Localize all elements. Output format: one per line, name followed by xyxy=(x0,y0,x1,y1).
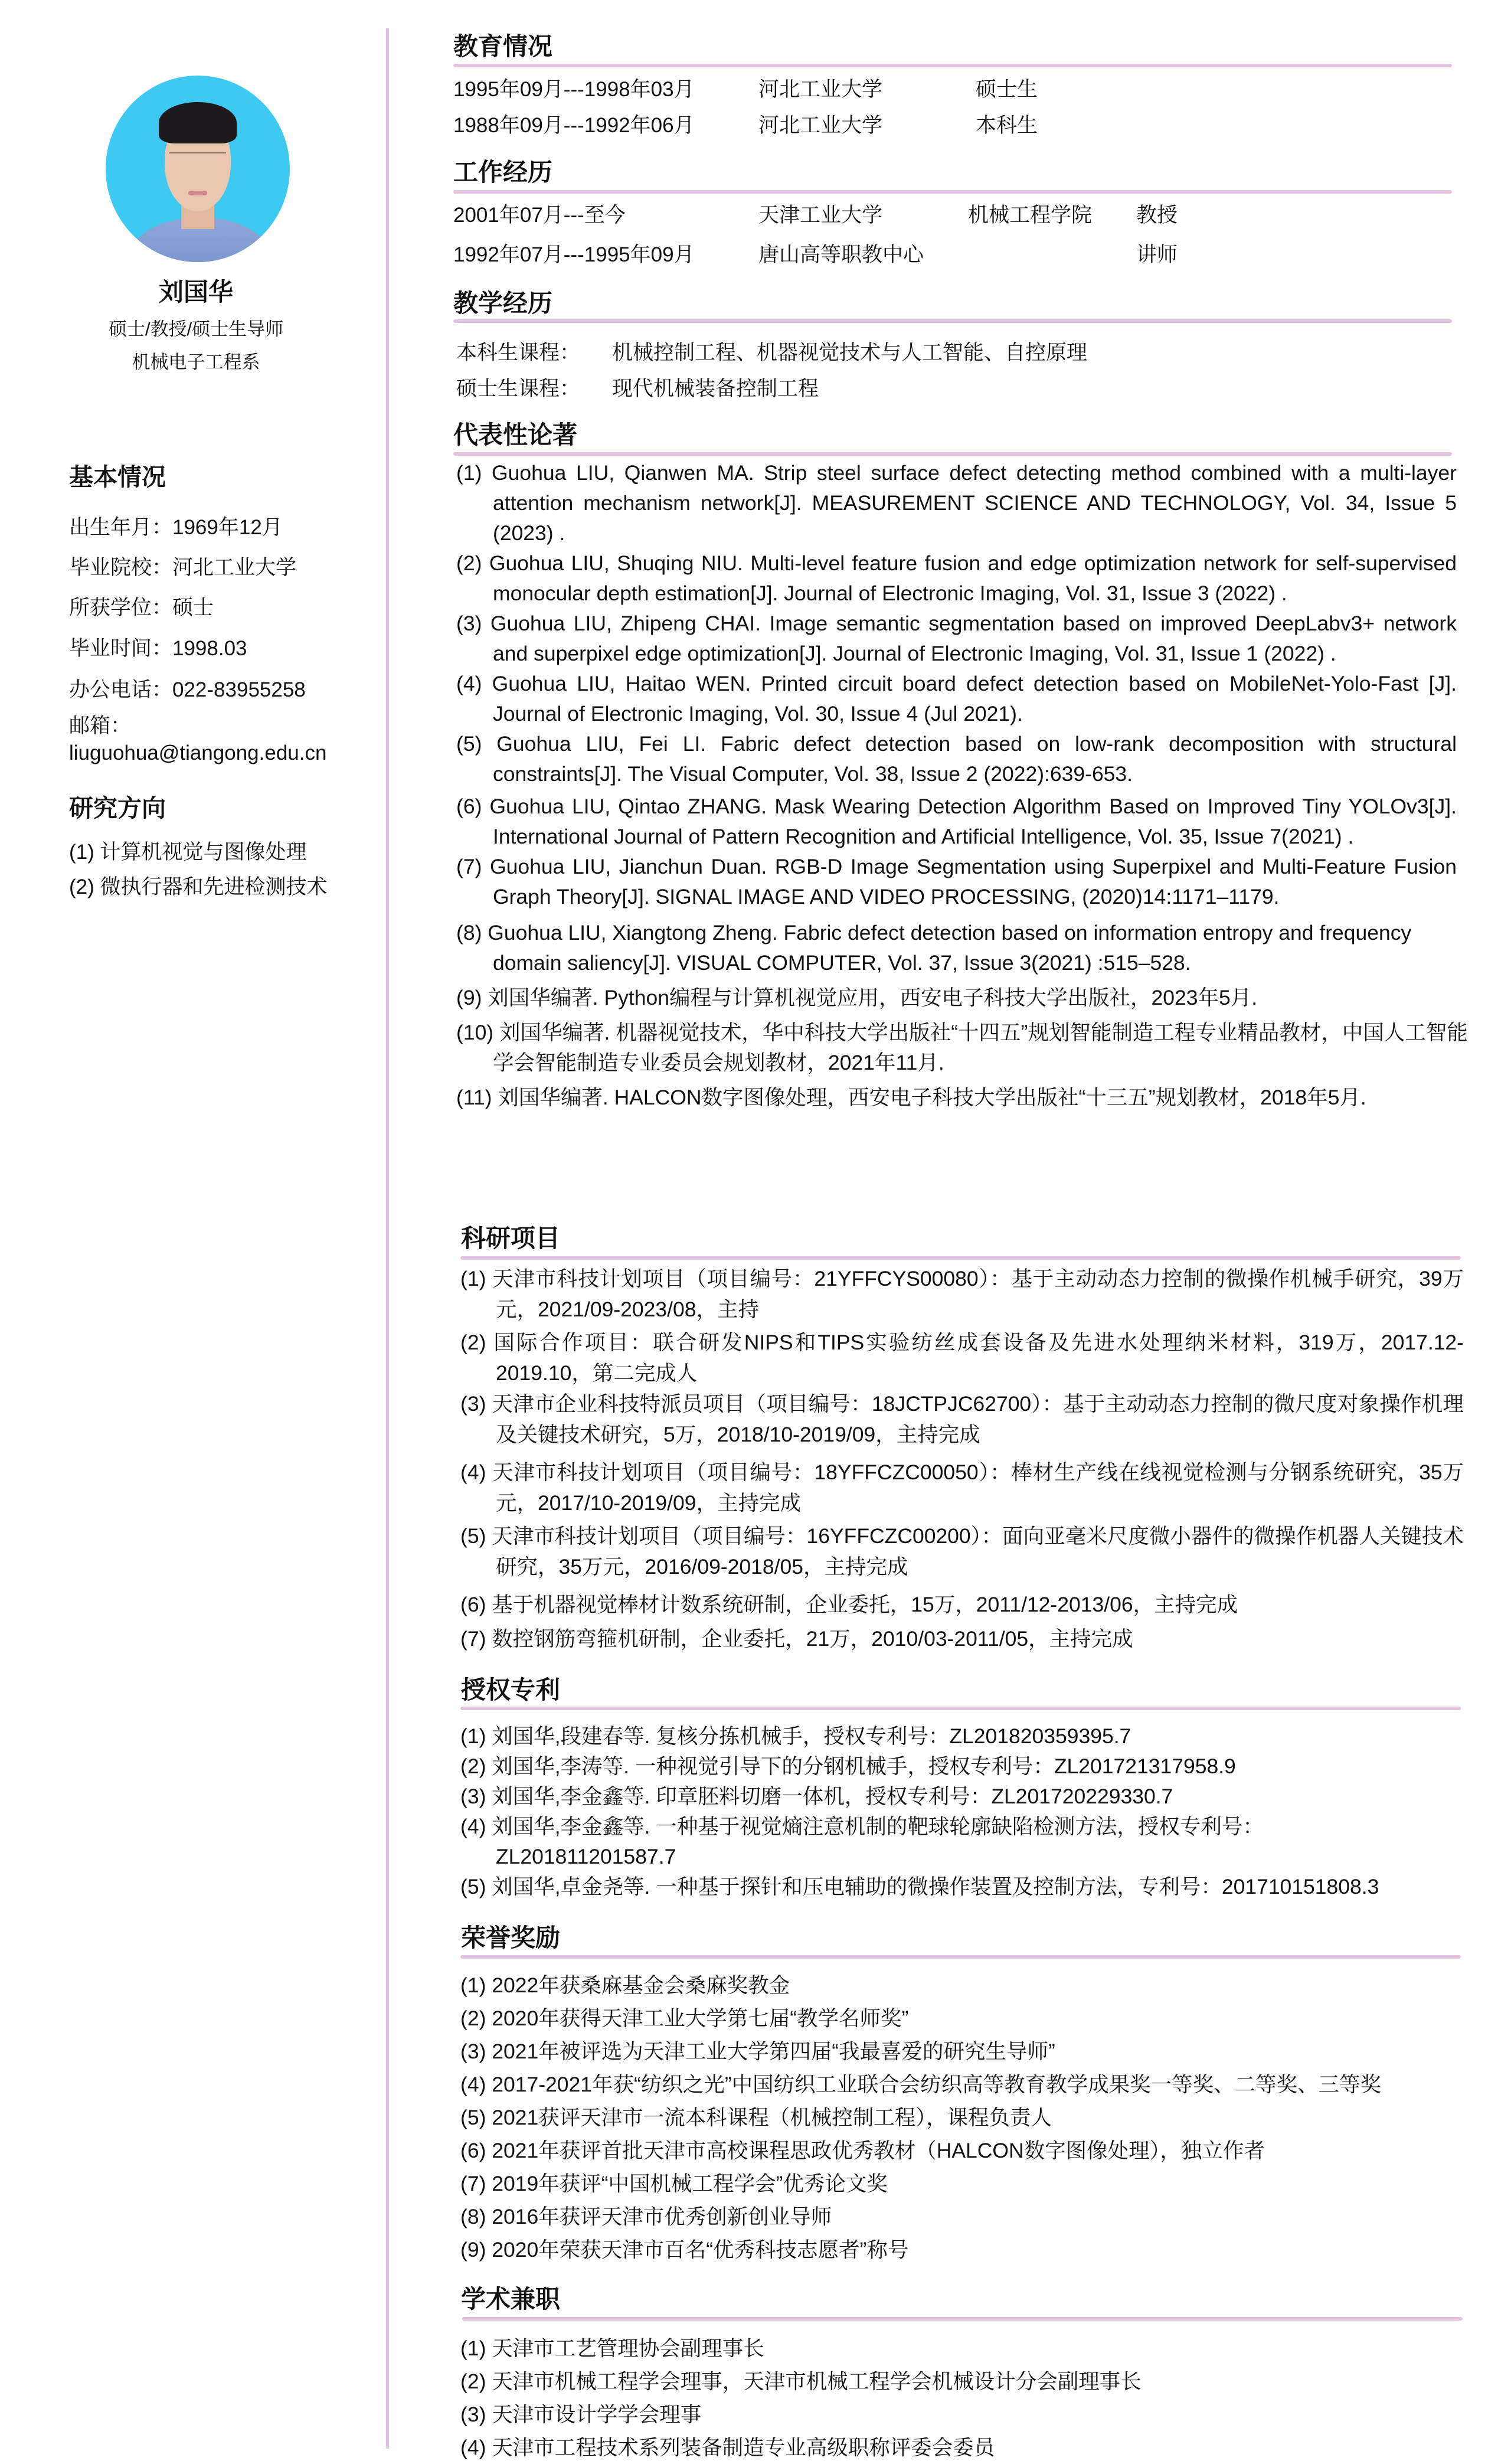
paper-item: (3) Guohua LIU, Zhipeng CHAI. Image semantic segmentation based on improved DeepLabv3+ network and superpixel edge optimization[J]. Journal of Electronic Imaging, Vol. 31, Issue 1 (2022) . xyxy=(456,612,1457,665)
paper-item: (10) 刘国华编著. 机器视觉技术，华中科技大学出版社“十四五”规划智能制造工程专业精品教材，中国人工智能学会智能制造专业委员会规划教材，2021年11月. xyxy=(456,1021,1468,1074)
section-rule xyxy=(462,2317,1463,2321)
work-heading: 工作经历 xyxy=(453,158,553,186)
column-divider xyxy=(386,28,389,2449)
work-position: 教授 xyxy=(1136,204,1178,227)
teaching-courses: 现代机械装备控制工程 xyxy=(612,377,819,400)
teaching-label: 硕士生课程： xyxy=(456,377,581,400)
project-item: (5) 天津市科技计划项目（项目编号：16YFFCZC00200）：面向亚毫米尺度微小器件的微操作机器人关键技术研究，35万元，2016/09-2018/05，主持完成 xyxy=(460,1524,1464,1579)
paper-item: (7) Guohua LIU, Jianchun Duan. RGB-D Image Segmentation using Superpixel and Multi-Feature Fusion Graph Theory[J]. SIGNAL IMAGE AND VIDEO PROCESSING, (2020)14:1171–1179. xyxy=(456,855,1457,909)
paper-item: (11) 刘国华编著. HALCON数字图像处理，西安电子科技大学出版社“十三五”规划教材，2018年5月. xyxy=(456,1086,1366,1109)
paper-item: (8) Guohua LIU, Xiangtong Zheng. Fabric defect detection based on information entropy and frequency domain saliency[J]. VISUAL COMPUTER, Vol. 37, Issue 3(2021) :515–528. xyxy=(456,921,1412,975)
basic-birth: 出生年月：1969年12月 xyxy=(69,516,283,539)
education-degree: 本科生 xyxy=(976,114,1038,137)
paper-item: (4) Guohua LIU, Haitao WEN. Printed circuit board defect detection based on MobileNet-Yolo-Fast [J]. Journal of Electronic Imaging, Vol. 30, Issue 4 (Jul 2021). xyxy=(456,672,1457,726)
academic-heading: 学术兼职 xyxy=(461,2285,561,2313)
project-item: (1) 天津市科技计划项目（项目编号：21YFFCYS00080）：基于主动动态力控制的微操作机械手研究，39万元，2021/09-2023/08，主持 xyxy=(460,1267,1464,1321)
patent-item: (3) 刘国华,李金鑫等. 印章胚料切磨一体机，授权专利号：ZL201720229330.7 xyxy=(460,1785,1173,1808)
work-employer: 唐山高等职教中心 xyxy=(758,243,924,266)
basic-email[interactable]: liuguohua@tiangong.edu.cn xyxy=(69,741,327,764)
patent-item: (5) 刘国华,卓金尧等. 一种基于探针和压电辅助的微操作装置及控制方法，专利号：201710151808.3 xyxy=(460,1875,1379,1898)
section-rule xyxy=(453,64,1452,67)
patents-heading: 授权专利 xyxy=(461,1676,561,1704)
research-heading: 研究方向 xyxy=(69,795,166,822)
honors-heading: 荣誉奖励 xyxy=(461,1924,561,1952)
education-degree: 硕士生 xyxy=(976,78,1038,101)
paper-item: (5) Guohua LIU, Fei LI. Fabric defect detection based on low-rank decomposition with structural constraints[J]. The Visual Computer, Vol. 38, Issue 2 (2022):639-653. xyxy=(456,732,1457,786)
academic-list xyxy=(460,2332,1464,2464)
photo-hair xyxy=(159,102,237,143)
honor-item: (6) 2021年获评首批天津市高校课程思政优秀教材（HALCON数字图像处理），独立作者 xyxy=(460,2139,1265,2162)
basic-info-heading: 基本情况 xyxy=(69,463,166,491)
projects-list xyxy=(460,1263,1464,1654)
project-item: (4) 天津市科技计划项目（项目编号：18YFFCZC00050）：棒材生产线在线视觉检测与分钢系统研究，35万元，2017/10-2019/09，主持完成 xyxy=(460,1460,1464,1515)
honor-item: (9) 2020年荣获天津市百名“优秀科技志愿者”称号 xyxy=(460,2238,909,2262)
project-item: (7) 数控钢筋弯箍机研制，企业委托，21万，2010/03-2011/05，主持完成 xyxy=(460,1627,1133,1651)
project-item: (6) 基于机器视觉棒材计数系统研制，企业委托，15万，2011/12-2013/06，主持完成 xyxy=(460,1593,1238,1616)
projects-heading: 科研项目 xyxy=(461,1224,561,1252)
basic-degree: 所获学位：硕士 xyxy=(69,596,214,619)
work-dept: 机械工程学院 xyxy=(968,204,1093,227)
basic-graduation: 毕业时间：1998.03 xyxy=(69,637,247,660)
photo-glasses xyxy=(169,152,226,166)
academic-item: (2) 天津市机械工程学会理事，天津市机械工程学会机械设计分会副理事长 xyxy=(460,2370,1142,2393)
education-period: 1988年09月---1992年06月 xyxy=(453,114,695,137)
project-item: (2) 国际合作项目：联合研发NIPS和TIPS实验纺丝成套设备及先进水处理纳米材料，319万，2017.12-2019.10，第二完成人 xyxy=(460,1331,1464,1385)
honor-item: (2) 2020年获得天津工业大学第七届“教学名师奖” xyxy=(460,2007,909,2030)
section-rule xyxy=(453,190,1452,194)
project-item: (3) 天津市企业科技特派员项目（项目编号：18JCTPJC62700）：基于主动动态力控制的微尺度对象操作机理及关键技术研究，5万，2018/10-2019/09，主持完成 xyxy=(460,1392,1464,1446)
education-school: 河北工业大学 xyxy=(758,78,883,101)
profile-department: 机械电子工程系 xyxy=(132,352,260,372)
section-rule xyxy=(460,1707,1461,1710)
patents-list xyxy=(460,1721,1417,1902)
honor-item: (7) 2019年获评“中国机械工程学会”优秀论文奖 xyxy=(460,2172,888,2195)
academic-item: (4) 天津市工程技术系列装备制造专业高级职称评委会委员 xyxy=(460,2436,995,2459)
work-position: 讲师 xyxy=(1136,243,1178,266)
patent-item: (2) 刘国华,李涛等. 一种视觉引导下的分钢机械手，授权专利号：ZL201721317958.9 xyxy=(460,1754,1236,1778)
teaching-label: 本科生课程： xyxy=(456,341,581,364)
paper-item: (2) Guohua LIU, Shuqing NIU. Multi-level feature fusion and edge optimization network for self-supervised monocular depth estimation[J]. Journal of Electronic Imaging, Vol. 31, Issue 3 (2022) . xyxy=(456,551,1457,605)
research-item: (1) 计算机视觉与图像处理 xyxy=(69,841,307,864)
education-heading: 教育情况 xyxy=(453,32,553,60)
research-item: (2) 微执行器和先进检测技术 xyxy=(69,875,328,898)
photo-mouth xyxy=(188,191,207,195)
papers-list xyxy=(456,458,1468,1113)
section-rule xyxy=(453,319,1452,323)
section-rule xyxy=(453,452,1452,456)
education-school: 河北工业大学 xyxy=(758,114,883,137)
teaching-heading: 教学经历 xyxy=(453,289,553,317)
honor-item: (8) 2016年获评天津市优秀创新创业导师 xyxy=(460,2205,832,2228)
basic-school: 毕业院校：河北工业大学 xyxy=(69,556,297,579)
academic-item: (1) 天津市工艺管理协会副理事长 xyxy=(460,2336,764,2360)
section-rule xyxy=(460,1256,1461,1260)
papers-heading: 代表性论著 xyxy=(453,421,578,449)
profile-name: 刘国华 xyxy=(158,278,233,306)
honor-item: (3) 2021年被评选为天津工业大学第四届“我最喜爱的研究生导师” xyxy=(460,2040,1055,2063)
teaching-courses: 机械控制工程、机器视觉技术与人工智能、自控原理 xyxy=(612,341,1088,364)
education-period: 1995年09月---1998年03月 xyxy=(453,78,695,101)
patent-item: (4) 刘国华,李金鑫等. 一种基于视觉熵注意机制的靶球轮廓缺陷检测方法，授权专利号：ZL201811201587.7 xyxy=(460,1815,1264,1868)
patent-item: (1) 刘国华,段建春等. 复核分拣机械手，授权专利号：ZL201820359395.7 xyxy=(460,1724,1131,1748)
honor-item: (1) 2022年获桑麻基金会桑麻奖教金 xyxy=(460,1973,790,1997)
paper-item: (1) Guohua LIU, Qianwen MA. Strip steel surface defect detecting method combined with a multi-layer attention mechanism network[J]. MEASUREMENT SCIENCE AND TECHNOLOGY, Vol. 34, Issue 5 (2023) . xyxy=(456,461,1457,545)
academic-item: (3) 天津市设计学学会理事 xyxy=(460,2403,702,2426)
work-period: 2001年07月---至今 xyxy=(453,204,626,227)
honor-item: (5) 2021获评天津市一流本科课程（机械控制工程），课程负责人 xyxy=(460,2106,1052,2129)
honors-list xyxy=(460,1969,1464,2266)
work-employer: 天津工业大学 xyxy=(758,204,883,227)
honor-item: (4) 2017-2021年获“纺织之光”中国纺织工业联合会纺织高等教育教学成果奖一等奖、二等奖、三等奖 xyxy=(460,2073,1382,2096)
paper-item: (6) Guohua LIU, Qintao ZHANG. Mask Wearing Detection Algorithm Based on Improved Tiny YOLOv3[J]. International Journal of Pattern Recognition and Artificial Intelligence, Vol. 35, Issue 7(2021) . xyxy=(456,795,1457,848)
basic-phone: 办公电话：022-83955258 xyxy=(69,678,306,701)
profile-photo xyxy=(106,76,290,262)
work-period: 1992年07月---1995年09月 xyxy=(453,243,695,266)
profile-title: 硕士/教授/硕士生导师 xyxy=(108,319,284,339)
basic-email-label: 邮箱： xyxy=(69,714,132,737)
section-rule xyxy=(460,1955,1461,1959)
paper-item: (9) 刘国华编著. Python编程与计算机视觉应用，西安电子科技大学出版社，2023年5月. xyxy=(456,986,1258,1009)
